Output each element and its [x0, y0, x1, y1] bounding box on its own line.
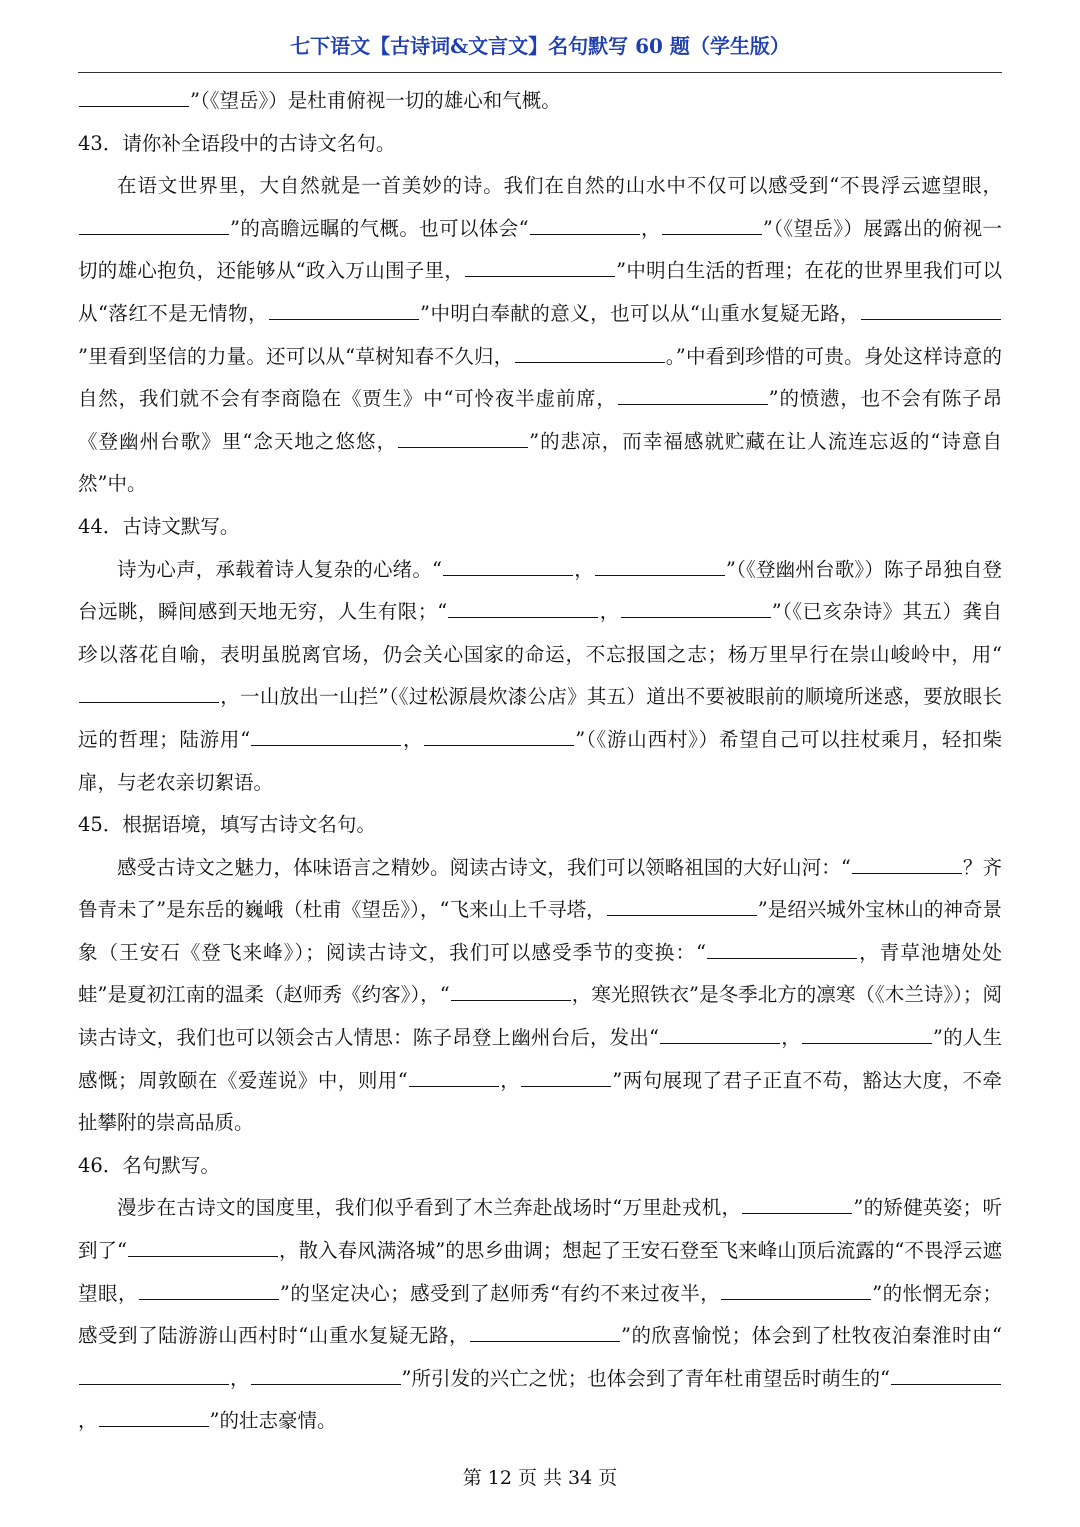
answer-blank[interactable] — [128, 1236, 278, 1257]
answer-blank[interactable] — [79, 1364, 229, 1385]
answer-blank[interactable] — [79, 682, 219, 703]
answer-blank[interactable] — [721, 1279, 871, 1300]
header-divider — [78, 72, 1002, 73]
answer-blank[interactable] — [861, 299, 1001, 320]
question-46-passage: 漫步在古诗文的国度里，我们似乎看到了木兰奔赴战场时“万里赴戎机， ”的矫健英姿；听到了“ ，散入春风满洛城”的思乡曲调；想起了王安石登至飞来峰山顶后流露的“不畏浮云遮望眼， ”的坚定决心；感受到了赵师秀“有约不来过夜半， ”的怅惘无奈；感受到了陆游游山西村时“山重水复疑无路， ”的欣喜愉悦；体会到了杜牧夜泊秦淮时由“， ”所引发的兴亡之忧；也体会到了青年杜甫望岳时萌生的“， ”的壮志豪情。 — [78, 1187, 1002, 1443]
answer-blank[interactable] — [79, 214, 229, 235]
answer-blank[interactable] — [470, 1321, 620, 1342]
answer-blank[interactable] — [99, 1406, 209, 1427]
page-number: 第 12 页 共 34 页 — [462, 1467, 618, 1489]
answer-blank[interactable] — [424, 725, 574, 746]
answer-blank[interactable] — [79, 86, 189, 107]
answer-blank[interactable] — [409, 1066, 499, 1087]
answer-blank[interactable] — [398, 427, 528, 448]
answer-blank[interactable] — [521, 1066, 611, 1087]
answer-blank[interactable] — [515, 342, 665, 363]
answer-blank[interactable] — [852, 853, 962, 874]
question-44-passage: 诗为心声，承载着诗人复杂的心绪。“ ， ”（《登幽州台歌》）陈子昂独自登台远眺，瞬间感到天地无穷，人生有限；“ ， ”（《已亥杂诗》其五）龚自珍以落花自喻，表明虽脱离官场，仍会关心国家的命运，不忘报国之志；杨万里早行在崇山峻岭中，用“，一山放出一山拦”（《过松源晨炊漆公店》其五）道出不要被眼前的顺境所迷惑，要放眼长远的哲理；陆游用“ ， ”（《游山西村》）希望自己可以拄杖乘月，轻扣柴扉，与老农亲切絮语。 — [78, 549, 1002, 805]
question-45-title: 45．根据语境，填写古诗文名句。 — [78, 813, 376, 837]
question-43-passage: 在语文世界里，大自然就是一首美妙的诗。我们在自然的山水中不仅可以感受到“不畏浮云遮望眼，”的高瞻远瞩的气概。也可以体会“ ， ”（《望岳》）展露出的俯视一切的雄心抱负，还能够从“政入万山围子里， ”中明白生活的哲理；在花的世界里我们可以从“落红不是无情物， ”中明白奉献的意义，也可以从“山重水复疑无路，”里看到坚信的力量。还可以从“草树知春不久归， 。”中看到珍惜的可贵。身处这样诗意的自然，我们就不会有李商隐在《贾生》中“可怜夜半虚前席， ”的愤懑，也不会有陈子昂《登幽州台歌》里“念天地之悠悠， ”的悲凉，而幸福感就贮藏在让人流连忘返的“诗意自然”中。 — [78, 174, 1002, 496]
answer-blank[interactable] — [443, 555, 573, 576]
answer-blank[interactable] — [595, 555, 725, 576]
document-body — [78, 80, 1002, 1443]
answer-blank[interactable] — [251, 725, 401, 746]
answer-blank[interactable] — [139, 1279, 279, 1300]
answer-blank[interactable] — [530, 214, 640, 235]
carryover-line: ”（《望岳》）是杜甫俯视一切的雄心和气概。 — [78, 80, 1002, 123]
answer-blank[interactable] — [621, 597, 771, 618]
answer-blank[interactable] — [742, 1193, 852, 1214]
answer-blank[interactable] — [451, 980, 571, 1001]
question-43-title: 43．请你补全语段中的古诗文名句。 — [78, 131, 396, 155]
answer-blank[interactable] — [662, 214, 762, 235]
answer-blank[interactable] — [251, 1364, 401, 1385]
question-46-title: 46．名句默写。 — [78, 1153, 220, 1177]
answer-blank[interactable] — [660, 1023, 780, 1044]
answer-blank[interactable] — [448, 597, 598, 618]
page-header-title: 七下语文【古诗词&文言文】名句默写 60 题（学生版） — [290, 34, 790, 58]
answer-blank[interactable] — [707, 938, 857, 959]
answer-blank[interactable] — [618, 384, 768, 405]
question-45-passage: 感受古诗文之魅力，体味语言之精妙。阅读古诗文，我们可以领略祖国的大好山河：“ ？齐鲁青未了”是东岳的巍峨（杜甫《望岳》），“飞来山上千寻塔， ”是绍兴城外宝林山的神奇景象（王安石《登飞来峰》）；阅读古诗文，我们可以感受季节的变换：“ ，青草池塘处处蛙”是夏初江南的温柔（赵师秀《约客》），“ ，寒光照铁衣”是冬季北方的凛寒（《木兰诗》）；阅读古诗文，我们也可以领会古人情思：陈子昂登上幽州台后，发出“ ， ”的人生感慨；周敦颐在《爱莲说》中，则用“ ， ”两句展现了君子正直不苟，豁达大度，不牵扯攀附的崇高品质。 — [78, 847, 1002, 1145]
answer-blank[interactable] — [269, 299, 419, 320]
answer-blank[interactable] — [607, 895, 757, 916]
answer-blank[interactable] — [891, 1364, 1001, 1385]
question-44-title: 44．古诗文默写。 — [78, 514, 240, 538]
answer-blank[interactable] — [802, 1023, 932, 1044]
answer-blank[interactable] — [465, 256, 615, 277]
